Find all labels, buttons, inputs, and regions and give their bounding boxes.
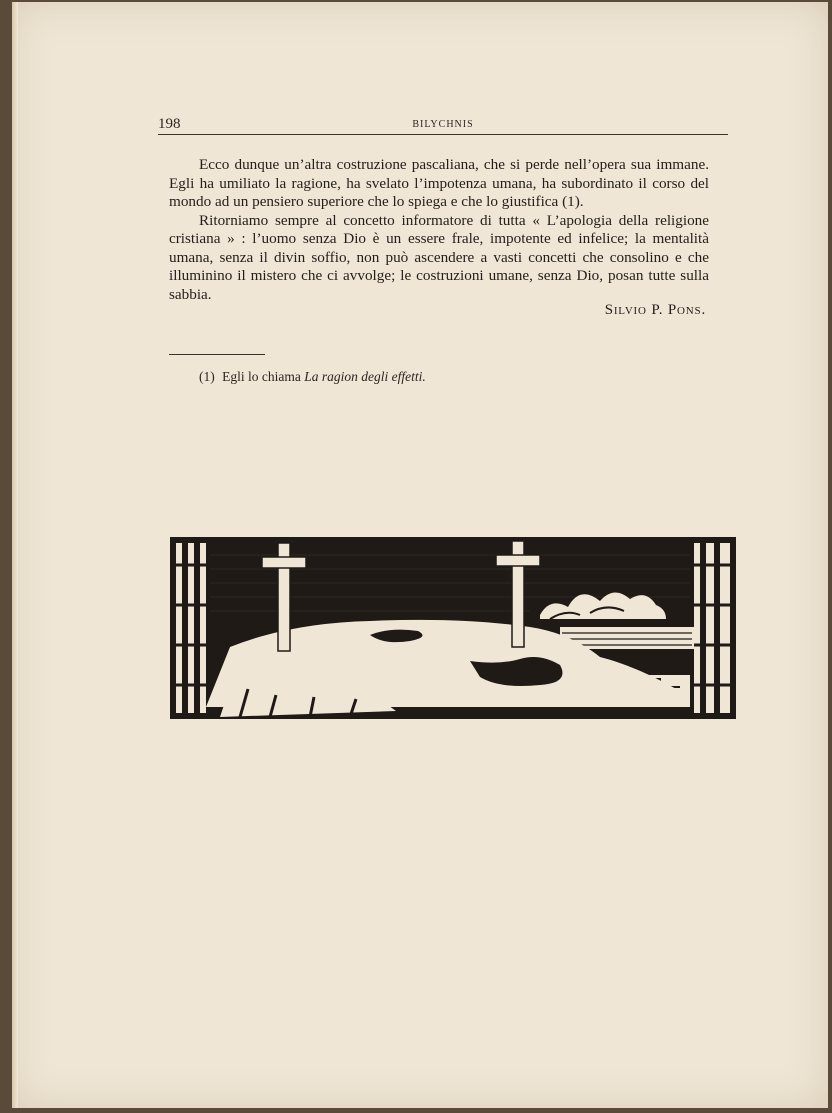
footnote [199, 369, 426, 385]
page-number: 198 [158, 116, 181, 132]
author-signature: Silvio P. Pons. [604, 302, 706, 318]
woodcut-illustration-icon [170, 535, 736, 723]
footnote-text: Egli lo chiama [222, 369, 301, 384]
footnote-divider [169, 354, 265, 355]
body-text [169, 156, 709, 304]
book-page [12, 2, 828, 1108]
page-header [158, 116, 728, 135]
paragraph: Ritorniamo sempre al concetto informatore di tutta « L’apologia della religione cristiana » : l’uomo senza Dio è un essere frale, impotente ed infelice; la mentalità umana, senza il divin soffio, non può ascendere a vasti concetti che consolino e che illuminino il mistero che ci avvolge; le costruzioni umane, senza Dio, posan tutte sulla sabbia. [169, 211, 709, 303]
footnote-italic: La ragion degli effetti. [304, 369, 426, 384]
running-title: BILYCHNIS [412, 119, 474, 130]
footnote-mark: (1) [199, 369, 215, 384]
paragraph: Ecco dunque un’altra costruzione pascaliana, che si perde nell’opera sua immane. Egli ha umiliato la ragione, ha svelato l’impotenza umana, ha subordinato il corso del mondo ad un pensiero superiore che lo spiega e che lo giustifica (1). [169, 156, 709, 210]
